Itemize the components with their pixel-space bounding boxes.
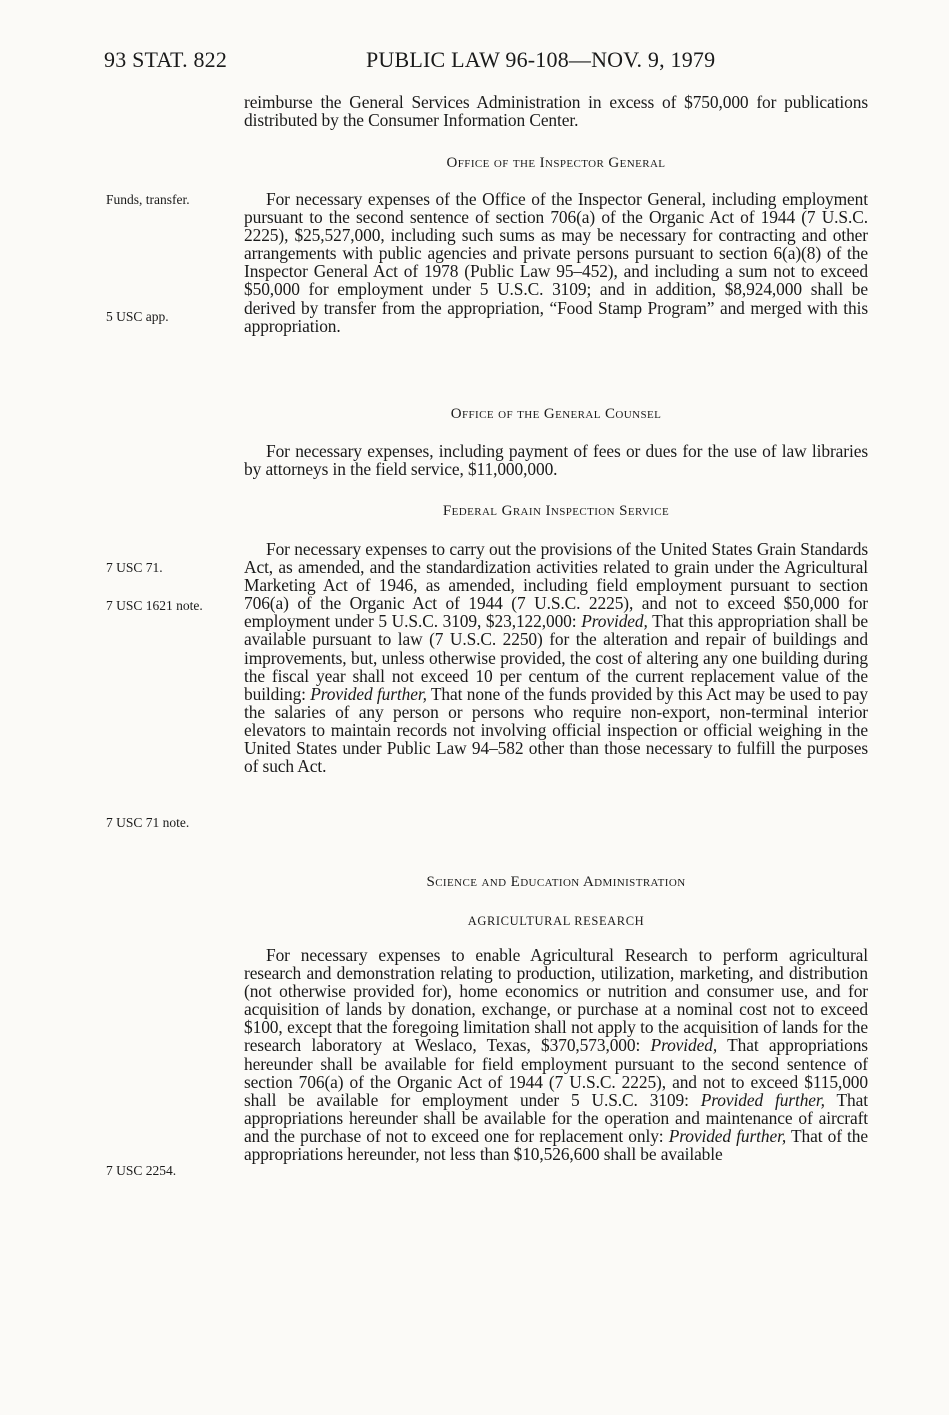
heading-general-counsel: Office of the General Counsel (450, 406, 662, 422)
inspector-general-paragraph (244, 190, 868, 335)
agricultural-research-paragraph (244, 946, 868, 1163)
grain-text-b: That this appropriation shall be available pursuant to law (7 U.S.C. 2250) for the alteration and repair of buildings and improvements, but, unless otherwise provided, the cost of altering any one building during the fiscal year shall not exceed 10 per centum of the current replacement value of the building: (244, 611, 868, 704)
grain-text-c: That none of the funds provided by this Act may be used to pay the salaries of any person or persons who require non-export, non-terminal interior elevators to maintain records not involving official inspection or official weighing in the United States under Public Law 94–582 other than those necessary to fulfill the purposes of such Act. (244, 683, 868, 777)
grain-text-a: For necessary expenses to carry out the provisions of the United States Grain Standards Act, as amended, and the standardization activities related to grain under the Agricultural Marketing Act of 1946, as amended, including field employment pursuant to section 706(a) of the Organic Act of 1944 (7 U.S.C. 2225), and not to exceed $50,000 for employment under 5 U.S.C. 3109, $23,122,000: (244, 539, 868, 632)
general-counsel-paragraph (244, 442, 868, 478)
heading-federal-grain-inspection: Federal Grain Inspection Service (442, 503, 670, 519)
intro-paragraph (244, 93, 868, 129)
research-provided-further-1: Provided further, (700, 1089, 825, 1110)
research-text-a: For necessary expenses to enable Agricultural Research to perform agricultural research and demonstration relating to production, utilization, marketing, and distribution (not otherwise provided for), home economics or nutrition and consumer use, and for acquisition of lands by donation, exchange, or purchase at a nominal cost not to exceed $100, except that the foregoing limitation shall not apply to the acquisition of lands for the research laboratory at Weslaco, Texas, $370,573,000: (244, 945, 868, 1056)
subheading-agricultural-research: AGRICULTURAL RESEARCH (467, 914, 645, 928)
grain-inspection-paragraph (244, 540, 868, 775)
margin-note-5-usc-app: 5 USC app. (106, 309, 169, 324)
research-text-c: That appropriations hereunder shall be available for the operation and maintenance of aircraft and the purchase of not to exceed one for replacement only: (244, 1089, 868, 1146)
margin-note-7-usc-2254: 7 USC 2254. (106, 1163, 177, 1178)
grain-provided-further: Provided further, (310, 683, 427, 704)
research-provided: Provided, (650, 1035, 718, 1056)
research-text-d: That of the appropriations hereunder, not less than $10,526,600 shall be available (244, 1125, 868, 1165)
heading-science-education: Science and Education Administration (426, 874, 686, 890)
research-provided-further-2: Provided further, (668, 1125, 787, 1146)
running-header-title: PUBLIC LAW 96-108—NOV. 9, 1979 (366, 47, 716, 72)
margin-note-7-usc-71: 7 USC 71. (106, 560, 163, 575)
statute-page-number: 93 STAT. 822 (104, 47, 228, 72)
margin-note-funds-transfer: Funds, transfer. (106, 192, 190, 207)
intro-text: reimburse the General Services Administration in excess of $750,000 for publications distributed by the Consumer Information Center. (244, 92, 868, 131)
general-counsel-text: For necessary expenses, including payment of fees or dues for the use of law libraries by attorneys in the field service, $11,000,000. (244, 441, 868, 480)
margin-note-7-usc-71-note: 7 USC 71 note. (106, 815, 190, 830)
inspector-general-text: For necessary expenses of the Office of the Inspector General, including employment pursuant to the second sentence of section 706(a) of the Organic Act of 1944 (7 U.S.C. 2225), $25,527,000, including such sums as may be necessary for contracting and other arrangements with public agencies and private persons pursuant to section 6(a)(8) of the Inspector General Act of 1978 (Public Law 95–452), and including a sum not to exceed $50,000 for employment under 5 U.S.C. 3109; and in addition, $8,924,000 shall be derived by transfer from the appropriation, “Food Stamp Program” and merged with this appropriation. (244, 189, 868, 336)
grain-provided: Provided, (581, 611, 648, 632)
heading-inspector-general: Office of the Inspector General (446, 155, 666, 171)
margin-note-7-usc-1621: 7 USC 1621 note. (106, 598, 203, 613)
research-text-b: That appropriations hereunder shall be available for field employment pursuant to the second sentence of section 706(a) of the Organic Act of 1944 (7 U.S.C. 2225), and not to exceed $115,000 shall be available for employment under 5 U.S.C. 3109: (244, 1035, 868, 1110)
